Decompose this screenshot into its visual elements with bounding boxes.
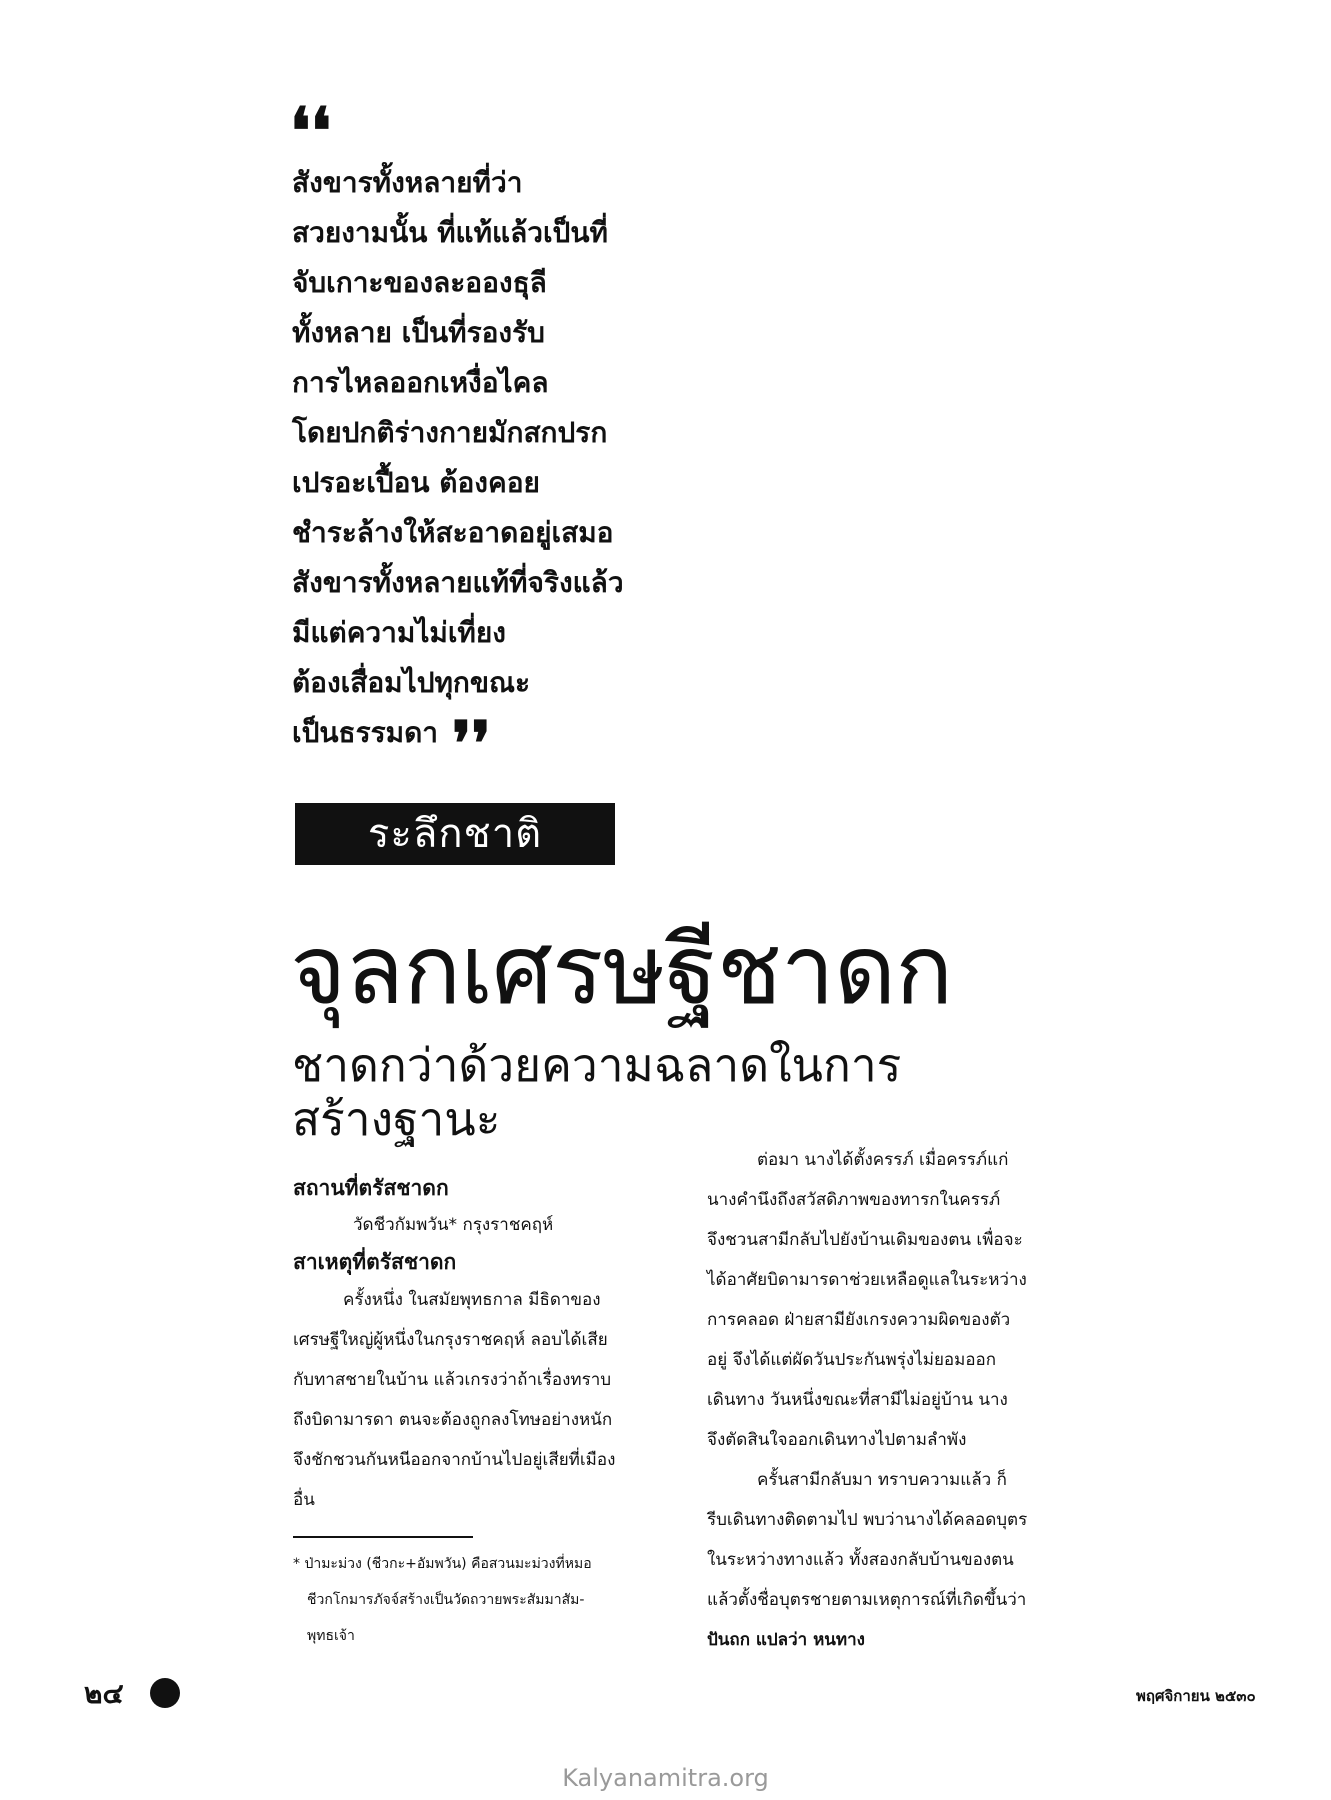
right-column (707, 1140, 1077, 1660)
page-number: ๒๔ (84, 1677, 124, 1710)
quote-line: สวยงามนั้น ที่แท้แล้วเป็นที่ (292, 216, 608, 249)
open-quote-mark: ❛❛ (290, 94, 332, 169)
quote-line: ต้องเสื่อมไปทุกขณะ (292, 666, 531, 699)
quote-line: โดยปกติร่างกายมักสกปรก (292, 416, 608, 449)
body-line: ปันถก แปลว่า หนทาง (707, 1630, 865, 1650)
section-banner (295, 803, 615, 865)
issue-date: พฤศจิกายน ๒๕๓๐ (1136, 1687, 1256, 1705)
body-line: ได้อาศัยบิดามารดาช่วยเหลือดูแลในระหว่าง (707, 1270, 1027, 1290)
body-line: การคลอด ฝ่ายสามียังเกรงความผิดของตัว (707, 1310, 1011, 1330)
body-line: ต่อมา นางได้ตั้งครรภ์ เมื่อครรภ์แก่ (757, 1150, 1009, 1170)
body-line: รีบเดินทางติดตามไป พบว่านางได้คลอดบุตร (707, 1510, 1028, 1530)
quote-line: สังขารทั้งหลายแท้ที่จริงแล้ว (292, 566, 624, 599)
quote-line: จับเกาะของละอองธุลี (292, 266, 547, 299)
body-line: ครั้งหนึ่ง ในสมัยพุทธกาล มีธิดาของ (343, 1290, 601, 1310)
quote-line: มีแต่ความไม่เที่ยง (292, 616, 506, 649)
article-subtitle: ชาดกว่าด้วยความฉลาดในการสร้างฐานะ (292, 1038, 902, 1146)
body-line: เดินทาง วันหนึ่งขณะที่สามีไม่อยู่บ้าน นาง (707, 1390, 1008, 1410)
body-line: ถึงบิดามารดา ตนจะต้องถูกลงโทษอย่างหนัก (293, 1410, 613, 1430)
body-line: อยู่ จึงได้แต่ผัดวันประกันพรุ่งไม่ยอมออก (707, 1350, 997, 1370)
place-text: วัดชีวกัมพวัน* กรุงราชคฤห์ (353, 1215, 554, 1235)
close-quote-mark: ❜❜ (452, 709, 491, 779)
cause-heading: สาเหตุที่ตรัสชาดก (293, 1250, 457, 1274)
article-title: จุลกเศรษฐีชาดก (290, 914, 953, 1026)
body-line: เศรษฐีใหญ่ผู้หนึ่งในกรุงราชคฤห์ ลอบได้เสีย (293, 1330, 608, 1350)
section-label: ระลึกชาติ (367, 811, 543, 857)
pull-quote (292, 158, 712, 779)
footnote-line: ชีวกโกมารภัจจ์สร้างเป็นวัดถวายพระสัมมาสัม- (307, 1592, 585, 1608)
body-line: กับทาสชายในบ้าน แล้วเกรงว่าถ้าเรื่องทราบ (293, 1370, 612, 1390)
body-line: อื่น (293, 1490, 315, 1510)
quote-line: สังขารทั้งหลายที่ว่า (292, 166, 523, 199)
footnote-line: พุทธเจ้า (307, 1628, 355, 1644)
left-column (293, 1170, 663, 1654)
body-line: จึงชวนสามีกลับไปยังบ้านเดิมของตน เพื่อจะ (707, 1230, 1023, 1250)
quote-line: ทั้งหลาย เป็นที่รองรับ (292, 316, 545, 349)
footnote-divider (293, 1536, 473, 1538)
body-line: ในระหว่างทางแล้ว ทั้งสองกลับบ้านของตน (707, 1550, 1014, 1570)
quote-line-text: เป็นธรรมดา (292, 716, 439, 749)
body-line: ครั้นสามีกลับมา ทราบความแล้ว ก็ (757, 1470, 1007, 1490)
quote-line: ชำระล้างให้สะอาดอยู่เสมอ (292, 516, 614, 549)
body-line: นางคำนึงถึงสวัสดิภาพของทารกในครรภ์ (707, 1190, 1001, 1210)
quote-line: เปรอะเปื้อน ต้องคอย (292, 466, 540, 499)
footnote-line: * ป่ามะม่วง (ชีวกะ+อัมพวัน) คือสวนมะม่วงที่หมอ (293, 1556, 592, 1572)
page-marker-dot (150, 1678, 180, 1708)
place-heading: สถานที่ตรัสชาดก (293, 1176, 449, 1200)
watermark: Kalyanamitra.org (562, 1764, 769, 1792)
quote-line: การไหลออกเหงื่อไคล (292, 366, 549, 399)
quote-line-last (292, 708, 712, 779)
body-line: แล้วตั้งชื่อบุตรชายตามเหตุการณ์ที่เกิดขึ้นว่า (707, 1590, 1027, 1610)
body-line: จึงตัดสินใจออกเดินทางไปตามลำพัง (707, 1430, 967, 1450)
body-line: จึงชักชวนกันหนีออกจากบ้านไปอยู่เสียที่เมือง (293, 1450, 616, 1470)
